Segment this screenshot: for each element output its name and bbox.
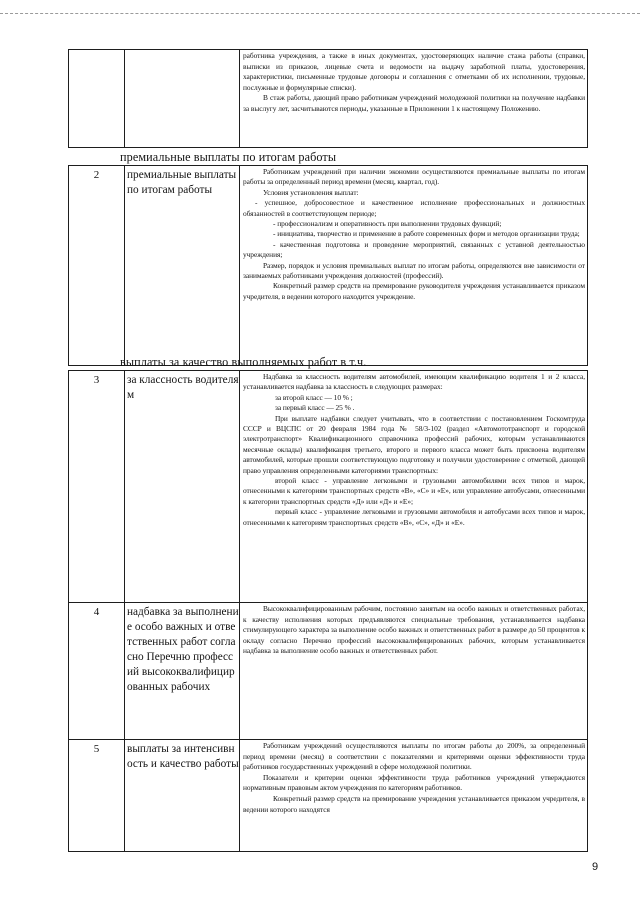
paragraph: - профессионализм и оперативность при выполнении трудовых функций; [273, 219, 502, 229]
row-number: 2 [93, 169, 100, 181]
number-cell [69, 740, 125, 852]
row-name: премиальные выплаты по итогам работы [127, 169, 237, 196]
description-cell [240, 371, 588, 603]
number-cell [69, 603, 125, 740]
name-cell [125, 371, 240, 603]
number-cell [69, 166, 125, 366]
page-number: 9 [592, 861, 599, 873]
paragraph: первый класс - управление легковыми и грузовыми автомобиля и автобусами всех типов и марок, отнесенными к категориям транспортных средств «В», «С», «Д» и «Е». [243, 507, 585, 527]
description-cell [240, 740, 588, 852]
table-premium [68, 165, 588, 366]
table-row [69, 603, 588, 740]
paragraph: за второй класс — 10 % ; [275, 392, 353, 402]
name-cell [125, 50, 240, 148]
row-number: 4 [93, 606, 100, 618]
table-row [69, 371, 588, 603]
paragraph: второй класс - управление легковыми и грузовыми автомобилями всех типов и марок, отнесенными к категориям транспортных средств «В», «С» и «Е», или управление автобусами, отнесенными к категории транспортных средств «Д» или «Д» и «Е»; [243, 476, 585, 506]
paragraph: за первый класс — 25 % . [275, 403, 355, 413]
description-cell [240, 166, 588, 366]
row-number: 3 [93, 374, 100, 386]
name-cell [125, 603, 240, 740]
row-name: надбавка за выполнение особо важных и ответственных работ согласно Перечню профессий высококвалифицированных рабочих [127, 606, 239, 693]
paragraph: Конкретный размер средств на премирование учреждения устанавливается приказом учредителя, в ведении которого находятся [243, 793, 585, 814]
table-row [69, 740, 588, 852]
row-name: за классность водителям [127, 374, 239, 401]
table-continuation [68, 49, 588, 148]
paragraph: При выплате надбавки следует учитывать, что в соответствии с постановлением Госкомтруда СССР и ВЦСПС от 20 февраля 1984 года № 58/3-102 (раздел «Автомототранспорт и городской электротранспорт» Квалификационного справочника профессий рабочих, которым устанавливаются месячные оклады) квалификация третьего, второго и первого класса может быть присвоена водителям автомобилей, которые прошли соответствующую подготовку и получили удостоверение с отметкой, дающей право управления определенными категориями транспортных: [243, 413, 585, 475]
row-name: выплаты за интенсивность и качество работы [127, 743, 239, 770]
description-cell [240, 603, 588, 740]
scan-top-edge [0, 13, 640, 14]
section-heading: премиальные выплаты по итогам работы [120, 150, 337, 164]
paragraph: - качественная подготовка и проведение мероприятий, связанных с уставной деятельностью учреждения; [243, 239, 585, 260]
table-row [69, 50, 588, 148]
paragraph: - инициатива, творчество и применение в работе современных форм и методов организации труда; [273, 229, 580, 239]
section-heading: выплаты за качество выполняемых работ в т.ч. [120, 355, 367, 369]
paragraph: Работникам учреждений осуществляются выплаты по итогам работы до 200%, за определенный период времени (месяц) в соответствии с показателями и критериями оценки эффективности труда работников государственных учреждений в сфере молодежной политики. [243, 741, 585, 772]
paragraph: В стаж работы, дающий право работникам учреждений молодежной политики на получение надбавки за выслугу лет, засчитываются периоды, указанные в Приложении 1 к настоящему Положению. [243, 93, 585, 113]
paragraph: Конкретный размер средств на премирование руководителя учреждения устанавливается приказом учредителя, в ведении которого находится учреждение. [243, 281, 585, 301]
row-number: 5 [93, 743, 100, 755]
paragraph: - успешное, добросовестное и качественное исполнение профессиональных и должностных обязанностей в соответствующем периоде; [243, 198, 585, 218]
paragraph: работника учреждения, а также в иных документах, удостоверяющих наличие стажа работы (справки, выписки из приказов, лицевые счета и ведомости на выдачу заработной платы, удостоверения, характеристики, письменные трудовые договоры и соглашения с отметками об их исполнении, трудовые, послужные и формулярные списки). [243, 51, 585, 92]
paragraph: Высококвалифицированным рабочим, постоянно занятым на особо важных и ответственных работах, к качеству исполнения которых предъявляются специальные требования, устанавливается надбавка стимулирующего характера за выполнение особо важных и ответственных работ в размере до 50 процентов к окладу согласно Перечню профессий высококвалифицированных рабочих, которым устанавливается надбавка за выполнение особо важных и ответственных работ. [243, 604, 585, 656]
paragraph: Надбавка за классность водителям автомобилей, имеющим квалификацию водителя 1 и 2 класса, устанавливается надбавка за классность в следующих размерах: [243, 372, 585, 392]
paragraph: Работникам учреждений при наличии экономии осуществляются премиальные выплаты по итогам работы за определенный период времени (месяц, квартал, год). [243, 167, 585, 187]
table-row [69, 166, 588, 366]
paragraph: Размер, порядок и условия премиальных выплат по итогам работы, определяются вне зависимости от занимаемых работниками учреждения должностей (профессий). [243, 260, 585, 281]
number-cell [69, 371, 125, 603]
number-cell [69, 50, 125, 148]
table-quality [68, 370, 588, 852]
paragraph: Показатели и критерии оценки эффективности труда работников учреждений утверждаются нормативным правовым актом учреждения по категориям работников. [243, 772, 585, 793]
name-cell [125, 740, 240, 852]
paragraph: Условия установления выплат: [263, 187, 359, 197]
name-cell [125, 166, 240, 366]
description-cell [240, 50, 588, 148]
